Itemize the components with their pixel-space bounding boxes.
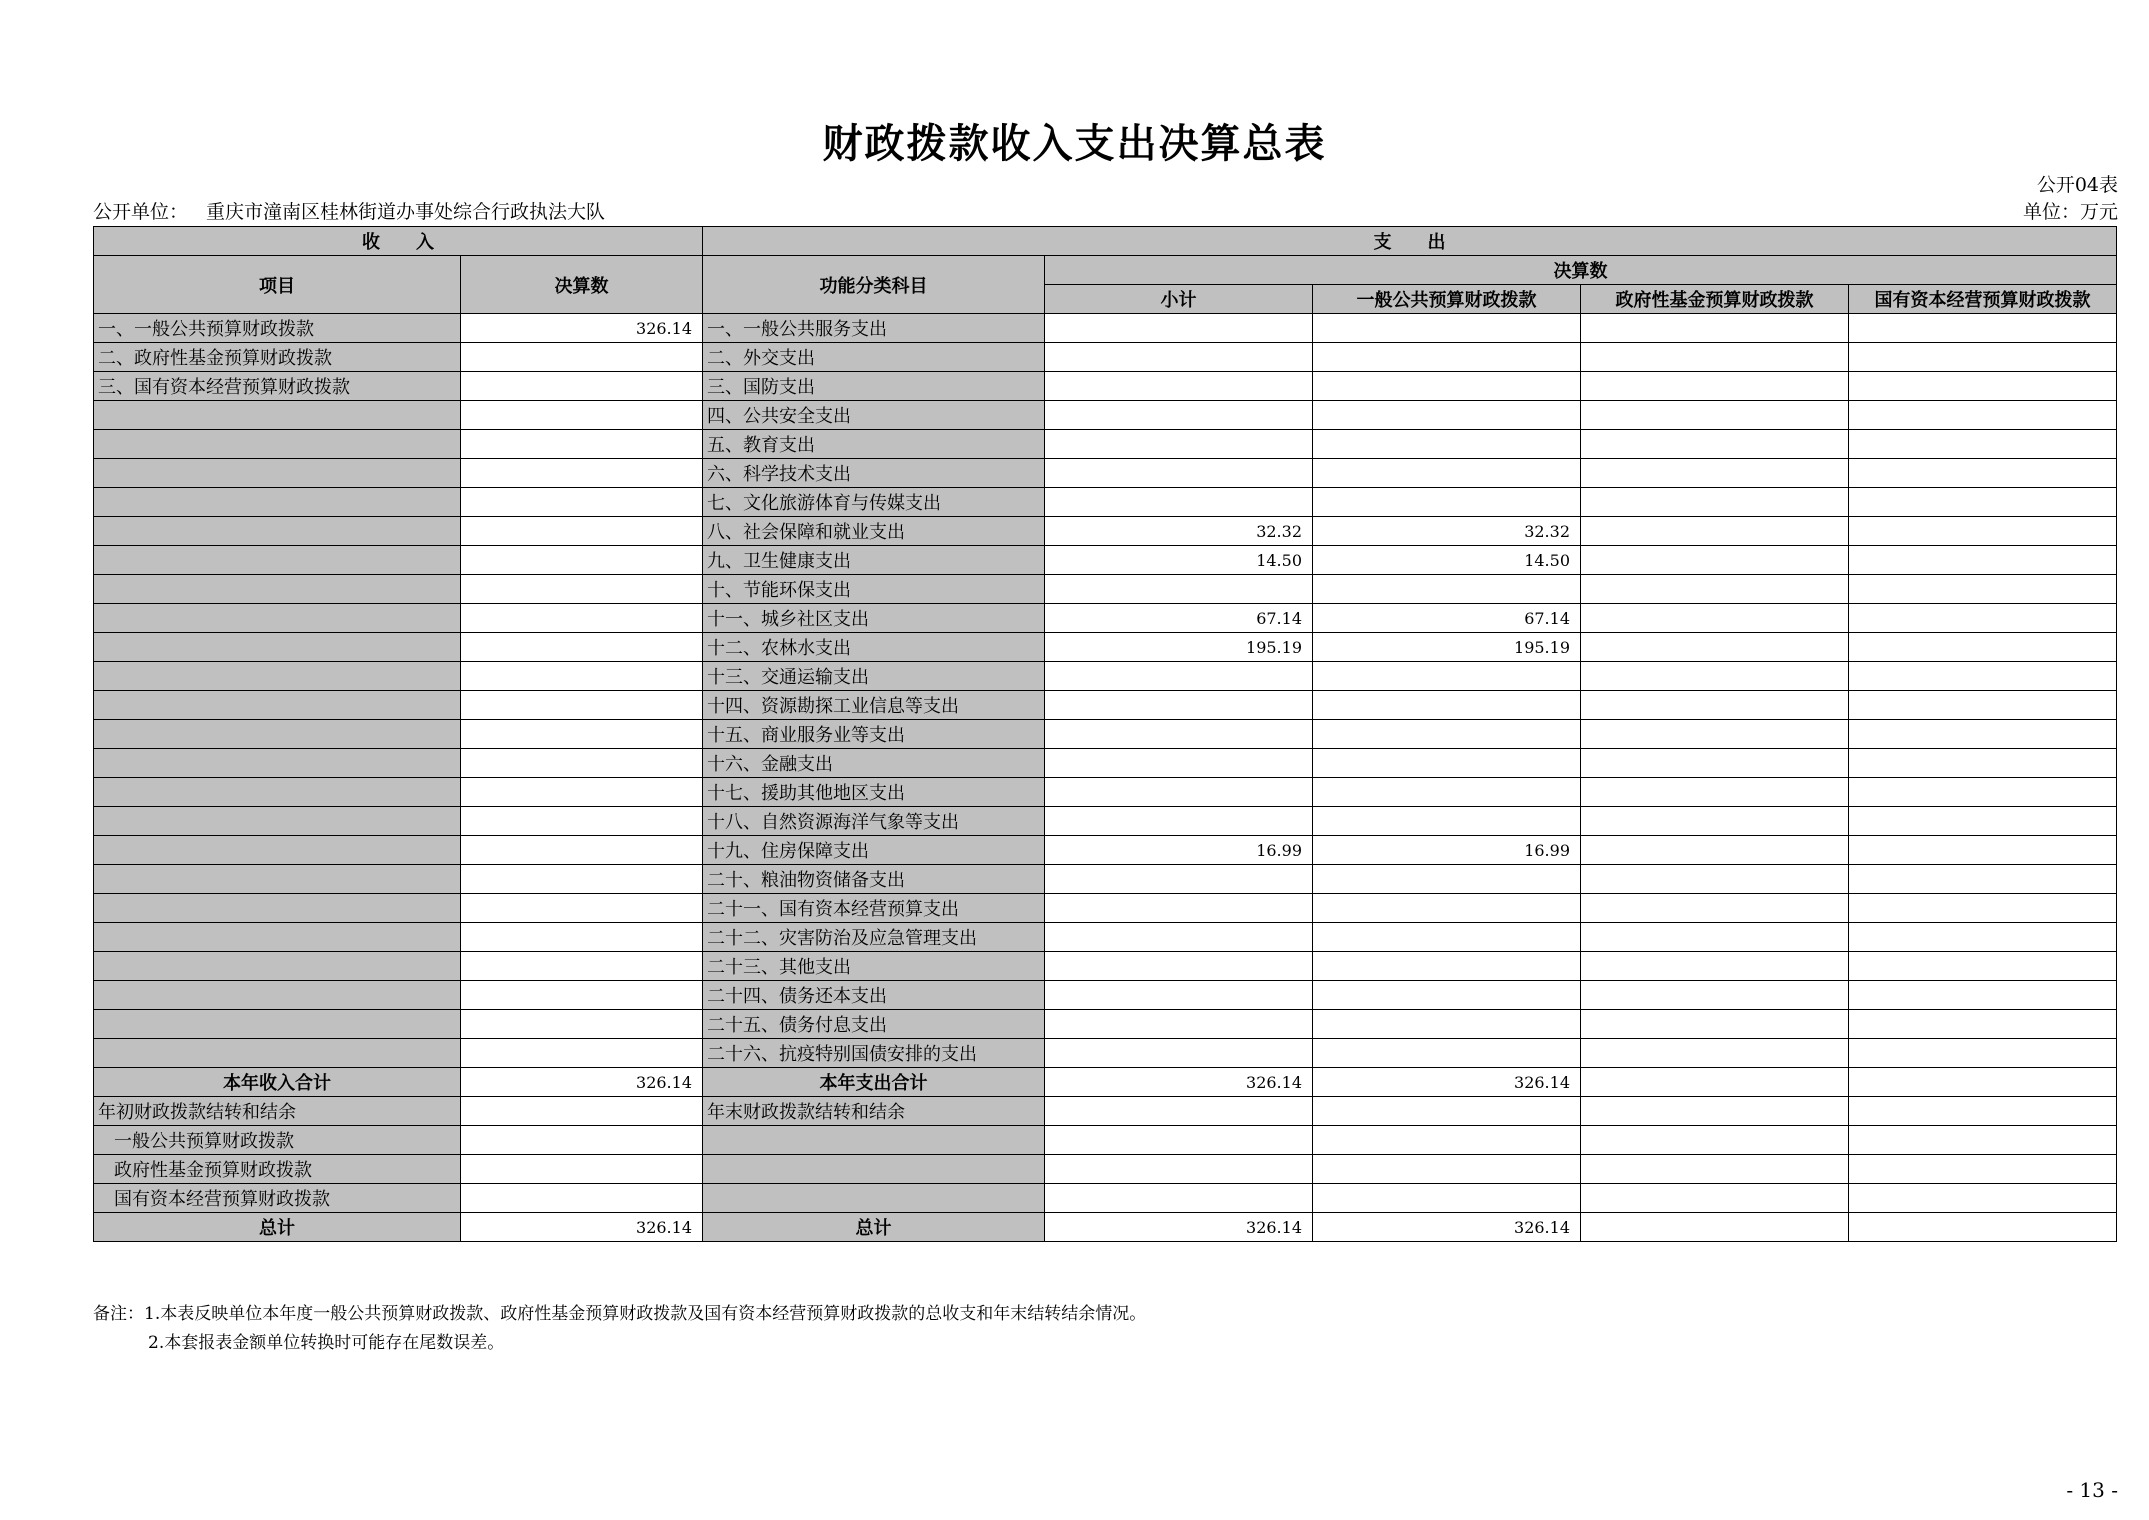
expense-gov-fund <box>1581 575 1849 604</box>
expense-gov-fund <box>1581 488 1849 517</box>
page-title: 财政拨款收入支出决算总表 <box>822 121 1327 167</box>
expense-state-capital <box>1849 865 2117 894</box>
expense-item: 三、国防支出 <box>703 372 1045 401</box>
expense-subtotal <box>1045 401 1313 430</box>
expense-subtotal <box>1045 662 1313 691</box>
income-item <box>94 778 461 807</box>
income-item: 三、国有资本经营预算财政拨款 <box>94 372 461 401</box>
expense-state-capital <box>1849 546 2117 575</box>
income-item <box>94 662 461 691</box>
expense-gov-fund <box>1581 865 1849 894</box>
expense-item: 二十、粮油物资储备支出 <box>703 865 1045 894</box>
table-row <box>94 314 2117 343</box>
expense-subtotal: 32.32 <box>1045 517 1313 546</box>
expense-gov-fund <box>1581 952 1849 981</box>
expense-item: 十八、自然资源海洋气象等支出 <box>703 807 1045 836</box>
income-item <box>94 633 461 662</box>
income-item <box>94 836 461 865</box>
table-row <box>94 1068 2117 1097</box>
table-row <box>94 372 2117 401</box>
table-row <box>94 836 2117 865</box>
expense-subtotal: 195.19 <box>1045 633 1313 662</box>
income-amount <box>461 1039 703 1068</box>
expense-gov-fund <box>1581 517 1849 546</box>
item-header: 项目 <box>94 256 461 314</box>
expense-general-budget <box>1313 1010 1581 1039</box>
expense-state-capital <box>1849 1068 2117 1097</box>
expense-gov-fund <box>1581 1155 1849 1184</box>
expense-state-capital <box>1849 517 2117 546</box>
income-item <box>94 401 461 430</box>
expense-item: 十六、金融支出 <box>703 749 1045 778</box>
expense-general-budget <box>1313 459 1581 488</box>
expense-state-capital <box>1849 807 2117 836</box>
expense-gov-fund <box>1581 546 1849 575</box>
expense-subtotal <box>1045 1126 1313 1155</box>
expense-general-budget <box>1313 952 1581 981</box>
expense-subtotal <box>1045 1184 1313 1213</box>
income-amount <box>461 923 703 952</box>
expense-gov-fund <box>1581 1010 1849 1039</box>
expense-gov-fund <box>1581 894 1849 923</box>
table-row <box>94 517 2117 546</box>
expense-subtotal <box>1045 459 1313 488</box>
table-row <box>94 1097 2117 1126</box>
expense-state-capital <box>1849 749 2117 778</box>
table-row <box>94 1126 2117 1155</box>
income-amount <box>461 633 703 662</box>
expense-state-capital <box>1849 836 2117 865</box>
expense-subtotal <box>1045 1010 1313 1039</box>
income-item <box>94 1010 461 1039</box>
income-amount <box>461 372 703 401</box>
table-row <box>94 604 2117 633</box>
expense-gov-fund <box>1581 314 1849 343</box>
expense-state-capital <box>1849 1039 2117 1068</box>
expense-subtotal <box>1045 488 1313 517</box>
expense-general-budget <box>1313 1097 1581 1126</box>
income-item <box>94 430 461 459</box>
expense-item: 五、教育支出 <box>703 430 1045 459</box>
func-class-header: 功能分类科目 <box>703 256 1045 314</box>
expense-state-capital <box>1849 488 2117 517</box>
expense-state-capital <box>1849 430 2117 459</box>
expense-subtotal <box>1045 343 1313 372</box>
income-item <box>94 749 461 778</box>
header-row-1 <box>94 227 2117 256</box>
final-amount-header: 决算数 <box>1045 256 2117 285</box>
table-row <box>94 546 2117 575</box>
expense-subtotal <box>1045 981 1313 1010</box>
expense-gov-fund <box>1581 343 1849 372</box>
expense-general-budget <box>1313 749 1581 778</box>
income-amount <box>461 546 703 575</box>
expense-item: 七、文化旅游体育与传媒支出 <box>703 488 1045 517</box>
expense-general-budget <box>1313 488 1581 517</box>
income-amount <box>461 1126 703 1155</box>
expense-item: 二十三、其他支出 <box>703 952 1045 981</box>
expense-subtotal <box>1045 923 1313 952</box>
table-row <box>94 662 2117 691</box>
income-amount: 326.14 <box>461 314 703 343</box>
expense-item: 年末财政拨款结转和结余 <box>703 1097 1045 1126</box>
income-item <box>94 604 461 633</box>
income-item <box>94 488 461 517</box>
expense-gov-fund <box>1581 1213 1849 1242</box>
income-item: 年初财政拨款结转和结余 <box>94 1097 461 1126</box>
income-item <box>94 865 461 894</box>
expense-item: 二十六、抗疫特别国债安排的支出 <box>703 1039 1045 1068</box>
income-amount <box>461 952 703 981</box>
table-row <box>94 633 2117 662</box>
state-capital-header: 国有资本经营预算财政拨款 <box>1849 285 2117 314</box>
expense-state-capital <box>1849 459 2117 488</box>
income-item <box>94 517 461 546</box>
table-row <box>94 691 2117 720</box>
expense-general-budget <box>1313 691 1581 720</box>
expense-gov-fund <box>1581 720 1849 749</box>
expense-gov-fund <box>1581 662 1849 691</box>
unit-label: 公开单位： <box>93 201 189 223</box>
expense-gov-fund <box>1581 430 1849 459</box>
expense-state-capital <box>1849 401 2117 430</box>
expense-item: 总计 <box>703 1213 1045 1242</box>
expense-subtotal <box>1045 691 1313 720</box>
table-row <box>94 1010 2117 1039</box>
expense-item: 十七、援助其他地区支出 <box>703 778 1045 807</box>
note-1: 备注：1.本表反映单位本年度一般公共预算财政拨款、政府性基金预算财政拨款及国有资本经营预算财政拨款的总收支和年末结转结余情况。 <box>93 1304 1147 1324</box>
income-amount <box>461 343 703 372</box>
expense-general-budget: 14.50 <box>1313 546 1581 575</box>
header-row-2 <box>94 256 2117 285</box>
table-row <box>94 865 2117 894</box>
expense-general-budget <box>1313 575 1581 604</box>
income-amount <box>461 894 703 923</box>
expense-subtotal <box>1045 1155 1313 1184</box>
income-item: 一般公共预算财政拨款 <box>94 1126 461 1155</box>
income-amount <box>461 430 703 459</box>
expense-subtotal: 326.14 <box>1045 1213 1313 1242</box>
table-row <box>94 488 2117 517</box>
income-amount <box>461 459 703 488</box>
expense-state-capital <box>1849 691 2117 720</box>
expense-general-budget: 326.14 <box>1313 1068 1581 1097</box>
expense-subtotal: 16.99 <box>1045 836 1313 865</box>
expense-gov-fund <box>1581 981 1849 1010</box>
table-row <box>94 430 2117 459</box>
income-item <box>94 952 461 981</box>
income-item <box>94 720 461 749</box>
expense-subtotal: 14.50 <box>1045 546 1313 575</box>
table-row <box>94 778 2117 807</box>
expense-gov-fund <box>1581 1126 1849 1155</box>
income-amount <box>461 807 703 836</box>
expense-subtotal: 326.14 <box>1045 1068 1313 1097</box>
expense-subtotal <box>1045 749 1313 778</box>
expense-subtotal <box>1045 894 1313 923</box>
expense-item: 四、公共安全支出 <box>703 401 1045 430</box>
income-item <box>94 807 461 836</box>
expense-gov-fund <box>1581 633 1849 662</box>
income-item <box>94 459 461 488</box>
income-amount <box>461 488 703 517</box>
expense-subtotal <box>1045 865 1313 894</box>
reporting-unit <box>93 197 623 224</box>
expense-state-capital <box>1849 894 2117 923</box>
expense-item <box>703 1126 1045 1155</box>
expense-item: 十三、交通运输支出 <box>703 662 1045 691</box>
table-row <box>94 1039 2117 1068</box>
expense-state-capital <box>1849 604 2117 633</box>
expense-state-capital <box>1849 575 2117 604</box>
money-unit: 单位：万元 <box>2022 201 2118 223</box>
expense-gov-fund <box>1581 459 1849 488</box>
expense-state-capital <box>1849 952 2117 981</box>
expense-item: 六、科学技术支出 <box>703 459 1045 488</box>
expense-gov-fund <box>1581 1068 1849 1097</box>
subtotal-header: 小计 <box>1045 285 1313 314</box>
expense-state-capital <box>1849 343 2117 372</box>
expense-general-budget <box>1313 401 1581 430</box>
expense-item <box>703 1184 1045 1213</box>
expense-general-budget <box>1313 662 1581 691</box>
expense-subtotal <box>1045 807 1313 836</box>
expense-subtotal <box>1045 952 1313 981</box>
expense-gov-fund <box>1581 372 1849 401</box>
expense-gov-fund <box>1581 778 1849 807</box>
expense-general-budget <box>1313 865 1581 894</box>
income-amount <box>461 778 703 807</box>
expense-general-budget <box>1313 981 1581 1010</box>
expense-item: 二十一、国有资本经营预算支出 <box>703 894 1045 923</box>
expense-general-budget <box>1313 343 1581 372</box>
expense-gov-fund <box>1581 749 1849 778</box>
expense-item: 十四、资源勘探工业信息等支出 <box>703 691 1045 720</box>
expense-state-capital <box>1849 778 2117 807</box>
expense-state-capital <box>1849 1010 2117 1039</box>
income-amount <box>461 575 703 604</box>
income-header: 收 入 <box>94 227 703 256</box>
expense-general-budget <box>1313 1126 1581 1155</box>
table-row <box>94 1184 2117 1213</box>
income-item <box>94 894 461 923</box>
expense-state-capital <box>1849 314 2117 343</box>
table-row <box>94 1213 2117 1242</box>
income-amount <box>461 720 703 749</box>
expense-gov-fund <box>1581 691 1849 720</box>
expense-subtotal <box>1045 430 1313 459</box>
expense-state-capital <box>1849 372 2117 401</box>
expense-general-budget <box>1313 1039 1581 1068</box>
expense-subtotal <box>1045 1097 1313 1126</box>
expense-state-capital <box>1849 1184 2117 1213</box>
income-item: 国有资本经营预算财政拨款 <box>94 1184 461 1213</box>
expense-gov-fund <box>1581 1039 1849 1068</box>
expense-gov-fund <box>1581 1184 1849 1213</box>
income-item <box>94 981 461 1010</box>
expense-general-budget <box>1313 923 1581 952</box>
expense-state-capital <box>1849 720 2117 749</box>
income-item: 政府性基金预算财政拨款 <box>94 1155 461 1184</box>
expense-general-budget <box>1313 314 1581 343</box>
income-item <box>94 1039 461 1068</box>
expense-state-capital <box>1849 1126 2117 1155</box>
expense-state-capital <box>1849 662 2117 691</box>
table-row <box>94 343 2117 372</box>
expense-item <box>703 1155 1045 1184</box>
income-amount <box>461 604 703 633</box>
income-item <box>94 546 461 575</box>
expense-header: 支 出 <box>703 227 2117 256</box>
table-row <box>94 749 2117 778</box>
expense-general-budget: 67.14 <box>1313 604 1581 633</box>
expense-item: 二、外交支出 <box>703 343 1045 372</box>
general-budget-header: 一般公共预算财政拨款 <box>1313 285 1581 314</box>
expense-state-capital <box>1849 1097 2117 1126</box>
expense-gov-fund <box>1581 1097 1849 1126</box>
expense-state-capital <box>1849 1155 2117 1184</box>
expense-subtotal <box>1045 720 1313 749</box>
expense-general-budget: 326.14 <box>1313 1213 1581 1242</box>
income-item: 一、一般公共预算财政拨款 <box>94 314 461 343</box>
expense-general-budget <box>1313 778 1581 807</box>
notes <box>93 1300 1146 1358</box>
income-item <box>94 691 461 720</box>
expense-subtotal <box>1045 1039 1313 1068</box>
expense-item: 二十二、灾害防治及应急管理支出 <box>703 923 1045 952</box>
income-amount <box>461 749 703 778</box>
expense-item: 一、一般公共服务支出 <box>703 314 1045 343</box>
expense-item: 十二、农林水支出 <box>703 633 1045 662</box>
expense-general-budget <box>1313 1155 1581 1184</box>
income-amount <box>461 662 703 691</box>
note-2: 2.本套报表金额单位转换时可能存在尾数误差。 <box>148 1333 505 1353</box>
income-item <box>94 575 461 604</box>
expense-gov-fund <box>1581 401 1849 430</box>
unit-name: 重庆市潼南区桂林街道办事处综合行政执法大队 <box>206 201 606 223</box>
table-row <box>94 1155 2117 1184</box>
table-row <box>94 720 2117 749</box>
expense-item: 本年支出合计 <box>703 1068 1045 1097</box>
income-amount <box>461 981 703 1010</box>
income-amount <box>461 1010 703 1039</box>
expense-general-budget <box>1313 894 1581 923</box>
expense-general-budget <box>1313 807 1581 836</box>
expense-state-capital <box>1849 1213 2117 1242</box>
amount-header: 决算数 <box>461 256 703 314</box>
expense-general-budget <box>1313 1184 1581 1213</box>
income-item: 总计 <box>94 1213 461 1242</box>
income-amount <box>461 517 703 546</box>
expense-item: 十、节能环保支出 <box>703 575 1045 604</box>
table-row <box>94 894 2117 923</box>
expense-general-budget: 195.19 <box>1313 633 1581 662</box>
expense-item: 十五、商业服务业等支出 <box>703 720 1045 749</box>
expense-item: 十一、城乡社区支出 <box>703 604 1045 633</box>
income-item: 二、政府性基金预算财政拨款 <box>94 343 461 372</box>
income-item <box>94 923 461 952</box>
expense-subtotal: 67.14 <box>1045 604 1313 633</box>
table-row <box>94 807 2117 836</box>
expense-item: 二十五、债务付息支出 <box>703 1010 1045 1039</box>
gov-fund-header: 政府性基金预算财政拨款 <box>1581 285 1849 314</box>
page-number: - 13 - <box>2066 1478 2118 1502</box>
expense-state-capital <box>1849 633 2117 662</box>
expense-subtotal <box>1045 314 1313 343</box>
form-number: 公开04表 <box>2036 174 2118 196</box>
expense-general-budget: 16.99 <box>1313 836 1581 865</box>
table-row <box>94 952 2117 981</box>
income-amount <box>461 1097 703 1126</box>
fiscal-summary-table <box>93 226 2117 1242</box>
income-amount <box>461 401 703 430</box>
expense-general-budget <box>1313 372 1581 401</box>
income-amount: 326.14 <box>461 1068 703 1097</box>
income-amount <box>461 865 703 894</box>
table-row <box>94 401 2117 430</box>
income-amount <box>461 836 703 865</box>
expense-item: 十九、住房保障支出 <box>703 836 1045 865</box>
income-amount <box>461 1184 703 1213</box>
expense-item: 九、卫生健康支出 <box>703 546 1045 575</box>
expense-gov-fund <box>1581 604 1849 633</box>
income-amount <box>461 691 703 720</box>
table-row <box>94 459 2117 488</box>
table-row <box>94 923 2117 952</box>
income-amount: 326.14 <box>461 1213 703 1242</box>
table-row <box>94 575 2117 604</box>
expense-subtotal <box>1045 778 1313 807</box>
expense-state-capital <box>1849 923 2117 952</box>
expense-gov-fund <box>1581 923 1849 952</box>
expense-state-capital <box>1849 981 2117 1010</box>
expense-general-budget <box>1313 720 1581 749</box>
expense-general-budget: 32.32 <box>1313 517 1581 546</box>
income-item: 本年收入合计 <box>94 1068 461 1097</box>
expense-item: 二十四、债务还本支出 <box>703 981 1045 1010</box>
expense-item: 八、社会保障和就业支出 <box>703 517 1045 546</box>
table-row <box>94 981 2117 1010</box>
expense-subtotal <box>1045 575 1313 604</box>
expense-general-budget <box>1313 430 1581 459</box>
income-amount <box>461 1155 703 1184</box>
expense-gov-fund <box>1581 836 1849 865</box>
expense-subtotal <box>1045 372 1313 401</box>
expense-gov-fund <box>1581 807 1849 836</box>
